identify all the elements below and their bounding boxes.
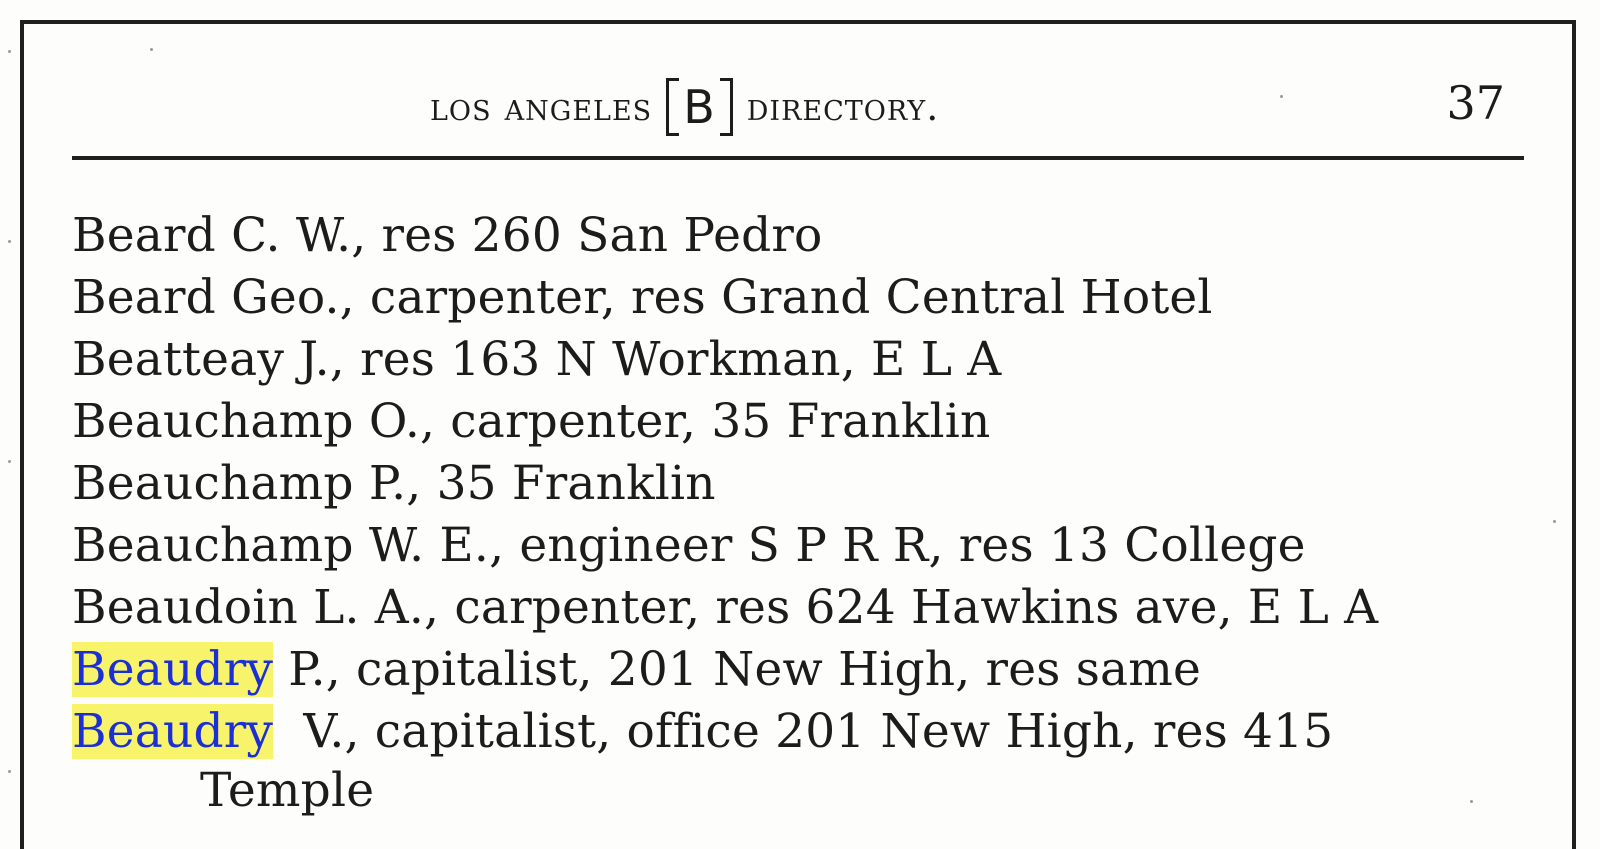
entry-text: Beaudoin L. A., carpenter, res 624 Hawkins ave, E L A <box>72 580 1379 635</box>
directory-entry <box>72 577 1542 639</box>
entry-continuation: Temple <box>200 763 375 818</box>
print-speck <box>1470 800 1473 803</box>
header-rule <box>72 156 1524 160</box>
entry-text: Beauchamp P., 35 Franklin <box>72 456 716 511</box>
directory-entry <box>72 639 1542 701</box>
highlighted-surname: Beaudry <box>72 704 274 759</box>
section-letter <box>666 78 733 136</box>
print-speck <box>8 240 11 243</box>
page-number: 37 <box>1446 76 1505 130</box>
print-speck <box>8 50 11 53</box>
header-title: directory. <box>746 85 940 129</box>
directory-entries <box>72 205 1542 819</box>
directory-entry <box>72 515 1542 577</box>
entry-text: Beauchamp O., carpenter, 35 Franklin <box>72 394 991 449</box>
directory-entry <box>72 205 1542 267</box>
left-bracket <box>666 78 679 136</box>
directory-entry <box>72 267 1542 329</box>
entry-text: P., capitalist, 201 New High, res same <box>273 642 1202 697</box>
running-header <box>430 72 939 142</box>
section-letter-text: B <box>683 80 716 134</box>
print-speck <box>1280 95 1283 98</box>
entry-text: Beard Geo., carpenter, res Grand Central Hotel <box>72 270 1213 325</box>
directory-entry <box>72 453 1542 515</box>
print-speck <box>8 460 11 463</box>
entry-text: Beard C. W., res 260 San Pedro <box>72 208 823 263</box>
entry-text: V., capitalist, office 201 New High, res 415 <box>273 704 1334 759</box>
right-bracket <box>720 78 733 136</box>
highlighted-surname: Beaudry <box>72 642 274 697</box>
directory-entry <box>72 701 1542 819</box>
entry-text: Beatteay J., res 163 N Workman, E L A <box>72 332 1002 387</box>
header-city: los angeles <box>430 85 653 129</box>
entry-text: Beauchamp W. E., engineer S P R R, res 13 College <box>72 518 1306 573</box>
print-speck <box>150 48 153 51</box>
directory-entry <box>72 329 1542 391</box>
print-speck <box>8 770 11 773</box>
directory-entry <box>72 391 1542 453</box>
print-speck <box>1553 520 1556 523</box>
